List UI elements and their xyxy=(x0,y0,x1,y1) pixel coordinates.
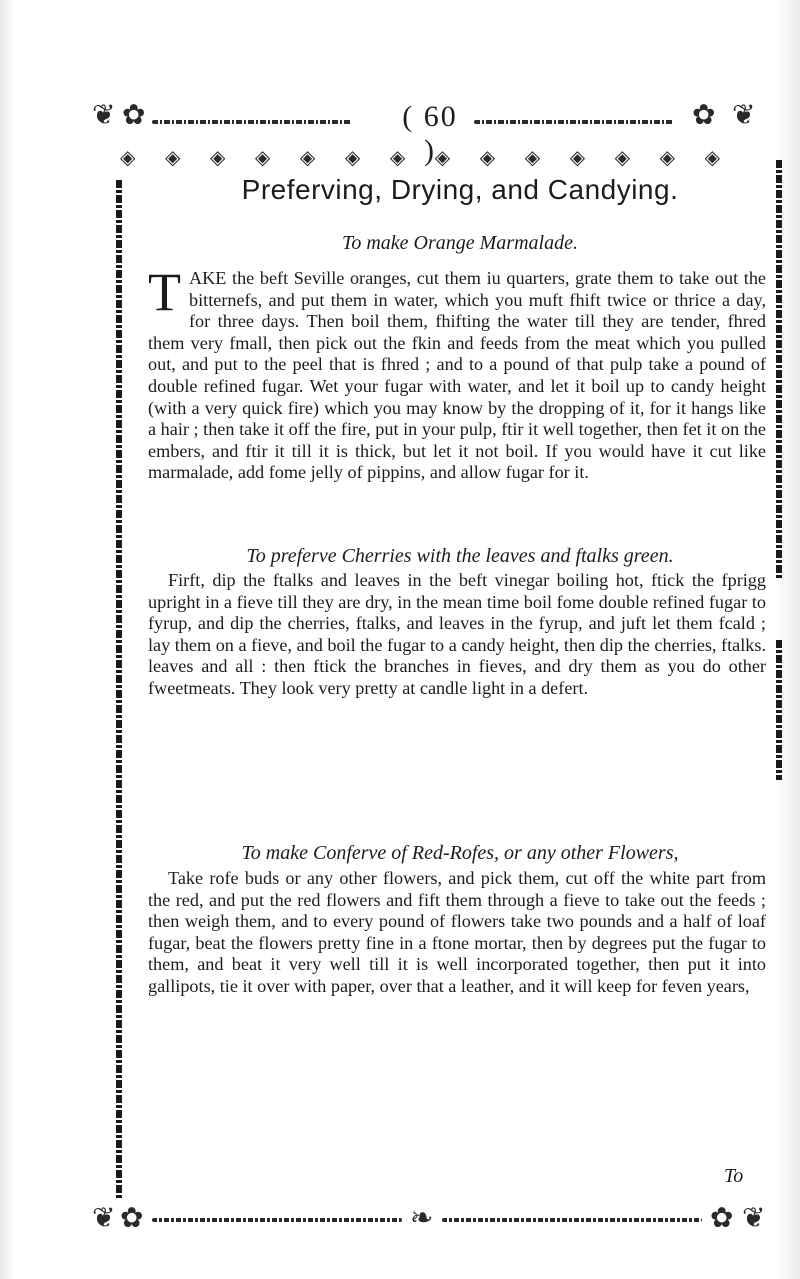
flourish-right-icon: ❦ xyxy=(732,100,756,131)
flourish-scroll-icon: ✿ xyxy=(692,100,716,131)
right-border-rule xyxy=(776,160,782,580)
flourish-scroll-icon: ✿ xyxy=(710,1203,734,1234)
ornament-icon: ◈ xyxy=(389,147,406,169)
drop-cap: T xyxy=(148,262,181,322)
header-ornament-band xyxy=(92,100,782,167)
recipe-body xyxy=(148,570,766,700)
ornament-icon: ◈ xyxy=(659,147,676,169)
recipe-heading: To preferve Cherries with the leaves and ftalks green. xyxy=(246,545,674,567)
ornament-icon: ◈ xyxy=(614,147,631,169)
ornament-icon: ◈ xyxy=(254,147,271,169)
ornament-icon: ◈ xyxy=(569,147,586,169)
recipe-text: Firft, dip the ftalks and leaves in the beft vinegar boiling hot, ftick the fprigg upright in a fieve till they are dry, in the mean time boil fome double refined fugar to fyrup, and dip the cherries, ftalks, and leaves in the fyrup, and juft let them fcald ; lay them on a fieve, and boil the fugar to a candy height, then dip the cherries, ftalks. leaves and all : then ftick the branches in fieves, and dry them as you do other fweetmeats. They look very pretty at candle light in a defert. xyxy=(148,570,766,698)
ornament-row xyxy=(120,145,720,171)
ornament-icon: ◈ xyxy=(479,147,496,169)
recipe-heading: To make Conferve of Red-Rofes, or any other Flowers, xyxy=(241,842,679,864)
recipe-body xyxy=(148,868,766,998)
ornament-rule-left xyxy=(152,1218,402,1222)
ornament-rule-left xyxy=(152,120,352,124)
ornament-rule-right xyxy=(442,1218,702,1222)
ornament-icon: ◈ xyxy=(209,147,226,169)
flourish-scroll-icon: ✿ xyxy=(122,100,146,131)
right-border-rule xyxy=(776,640,782,780)
ornament-icon: ◈ xyxy=(120,147,136,169)
recipe-text: Take rofe buds or any other flowers, and pick them, cut off the white part from the red, and put the red flowers and fift them through a fieve to take out the feeds ; then weigh them, and to every pound of flowers take two pounds and a half of loaf fugar, beat the flowers pretty fine in a ftone mortar, then by degrees put the fugar to them, and beat it very well till it is well incorporated together, then put it into gallipots, tie it over with paper, over that a leather, and it will keep for feven years, xyxy=(148,868,766,996)
page-number: ( 60 ) xyxy=(402,100,458,167)
ornament-icon: ◈ xyxy=(704,147,720,169)
left-border-rule xyxy=(116,180,122,1200)
flourish-right-icon: ❦ xyxy=(742,1203,766,1234)
flourish-scroll-icon: ✿ xyxy=(120,1203,144,1234)
ornament-icon: ◈ xyxy=(344,147,361,169)
flourish-center-icon: ❧ xyxy=(410,1203,434,1234)
flourish-left-icon: ❦ xyxy=(92,100,116,131)
catchword: To xyxy=(724,1165,744,1187)
ornament-icon: ◈ xyxy=(164,147,181,169)
footer-ornament-band xyxy=(92,1205,782,1235)
section-title: Preferving, Drying, and Candying. xyxy=(241,174,679,205)
recipe-heading: To make Orange Marmalade. xyxy=(342,232,578,254)
recipe-text: AKE the beft Seville oranges, cut them iu quarters, grate them to take out the bitternefs, and put them in water, which you muft fhift twice or thrice a day, for three days. Then boil them, fhifting the water till they are tender, fhred them very fmall, then pick out the fkin and feeds from the meat which you pulled out, and put to the peel that is fhred ; and to a pound of that pulp take a pound of double refined fugar. Wet your fugar with water, and let it boil up to candy height (with a very quick fire) which you may know by the dropping of it, for it hangs like a hair ; then take it off the fire, put in your pulp, ftir it well together, then fet it on the embers, and ftir it till it is thick, but let it not boil. If you would have it cut like marmalade, add fome jelly of pippins, and allow fugar for it. xyxy=(148,268,766,483)
ornament-rule-right xyxy=(474,120,674,124)
ornament-icon: ◈ xyxy=(434,147,451,169)
flourish-left-icon: ❦ xyxy=(92,1203,116,1234)
page-edge-shadow-left xyxy=(0,0,14,1279)
recipe-body xyxy=(148,262,766,484)
ornament-icon: ◈ xyxy=(299,147,316,169)
ornament-icon: ◈ xyxy=(524,147,541,169)
